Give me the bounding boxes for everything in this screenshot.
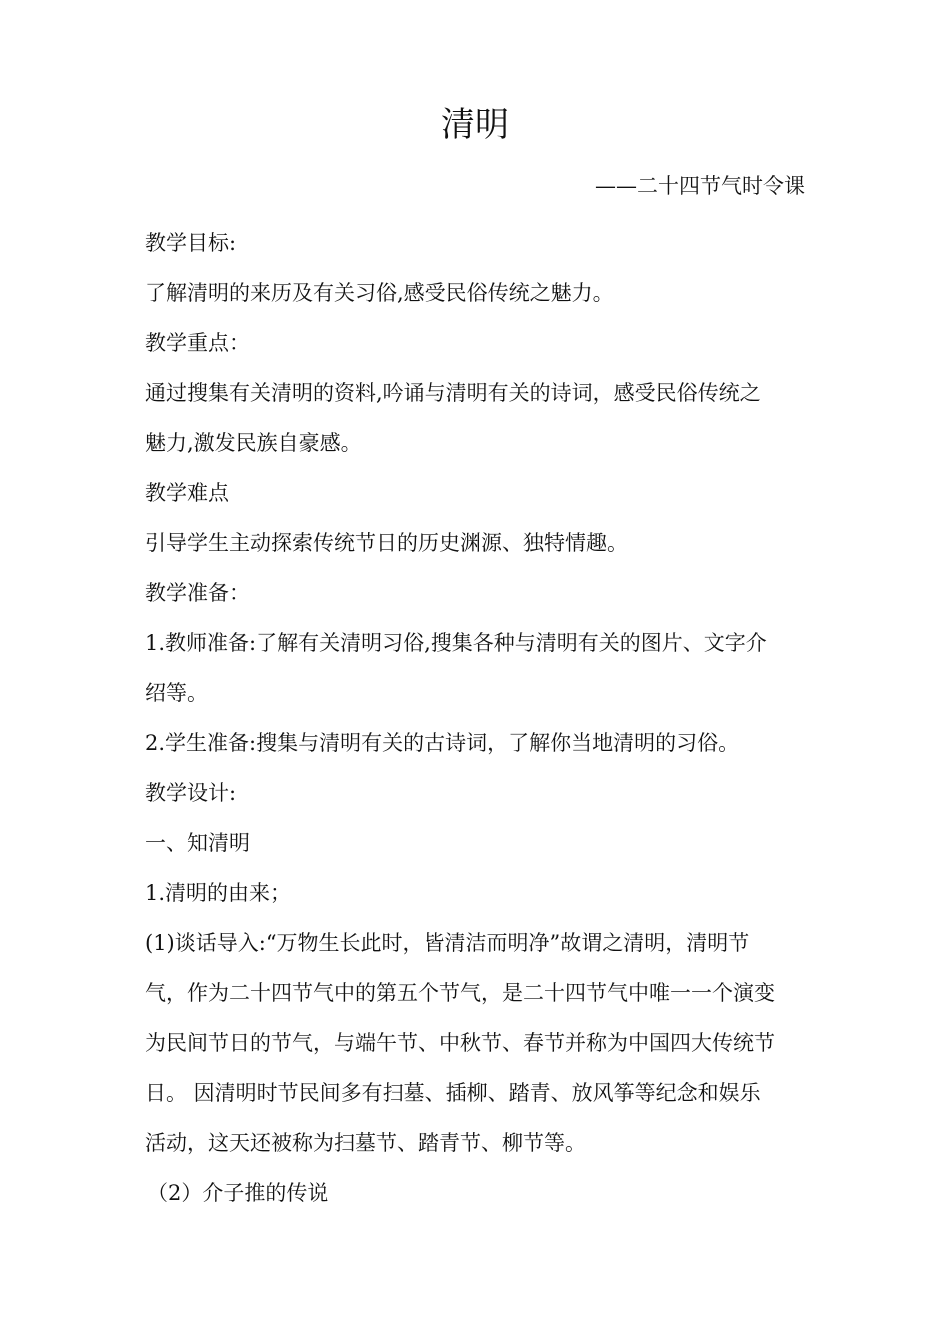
paragraph-line: 气，作为二十四节气中的第五个节气，是二十四节气中唯一一个演变 (145, 981, 775, 1005)
document-title: 清明 (441, 105, 509, 145)
heading-teaching-preparation: 教学准备： (145, 581, 250, 605)
paragraph-line: 2.学生准备:搜集与清明有关的古诗词，了解你当地清明的习俗。 (145, 731, 740, 755)
paragraph-line: 活动，这天还被称为扫墓节、踏青节、柳节等。 (145, 1131, 586, 1155)
paragraph-line: 绍等。 (145, 681, 208, 705)
document-body (145, 218, 810, 1218)
paragraph-line: 引导学生主动探索传统节日的历史渊源、独特情趣。 (145, 531, 628, 555)
heading-teaching-goals: 教学目标: (145, 231, 237, 255)
paragraph-line: (1)谈话导入:“万物生长此时，皆清洁而明净”故谓之清明，清明节 (145, 931, 750, 955)
subsection-heading: 1.清明的由来； (145, 881, 292, 905)
subsection-heading: （2）介子推的传说 (147, 1181, 329, 1205)
paragraph-line: 了解清明的来历及有关习俗,感受民俗传统之魅力。 (145, 281, 614, 305)
paragraph-line: 通过搜集有关清明的资料,吟诵与清明有关的诗词，感受民俗传统之 (145, 381, 761, 405)
heading-teaching-design: 教学设计: (145, 781, 237, 805)
paragraph-line: 1.教师准备:了解有关清明习俗,搜集各种与清明有关的图片、文字介 (145, 631, 767, 655)
heading-teaching-focus: 教学重点： (145, 331, 250, 355)
paragraph-line: 日。 因清明时节民间多有扫墓、插柳、踏青、放风筝等纪念和娱乐 (145, 1081, 761, 1105)
paragraph-line: 为民间节日的节气，与端午节、中秋节、春节并称为中国四大传统节 (145, 1031, 775, 1055)
section-heading: 一、知清明 (145, 831, 250, 855)
heading-teaching-difficulty: 教学难点 (145, 481, 229, 505)
paragraph-line: 魅力,激发民族自豪感。 (145, 431, 362, 455)
document-subtitle: ——二十四节气时令课 (595, 174, 805, 198)
